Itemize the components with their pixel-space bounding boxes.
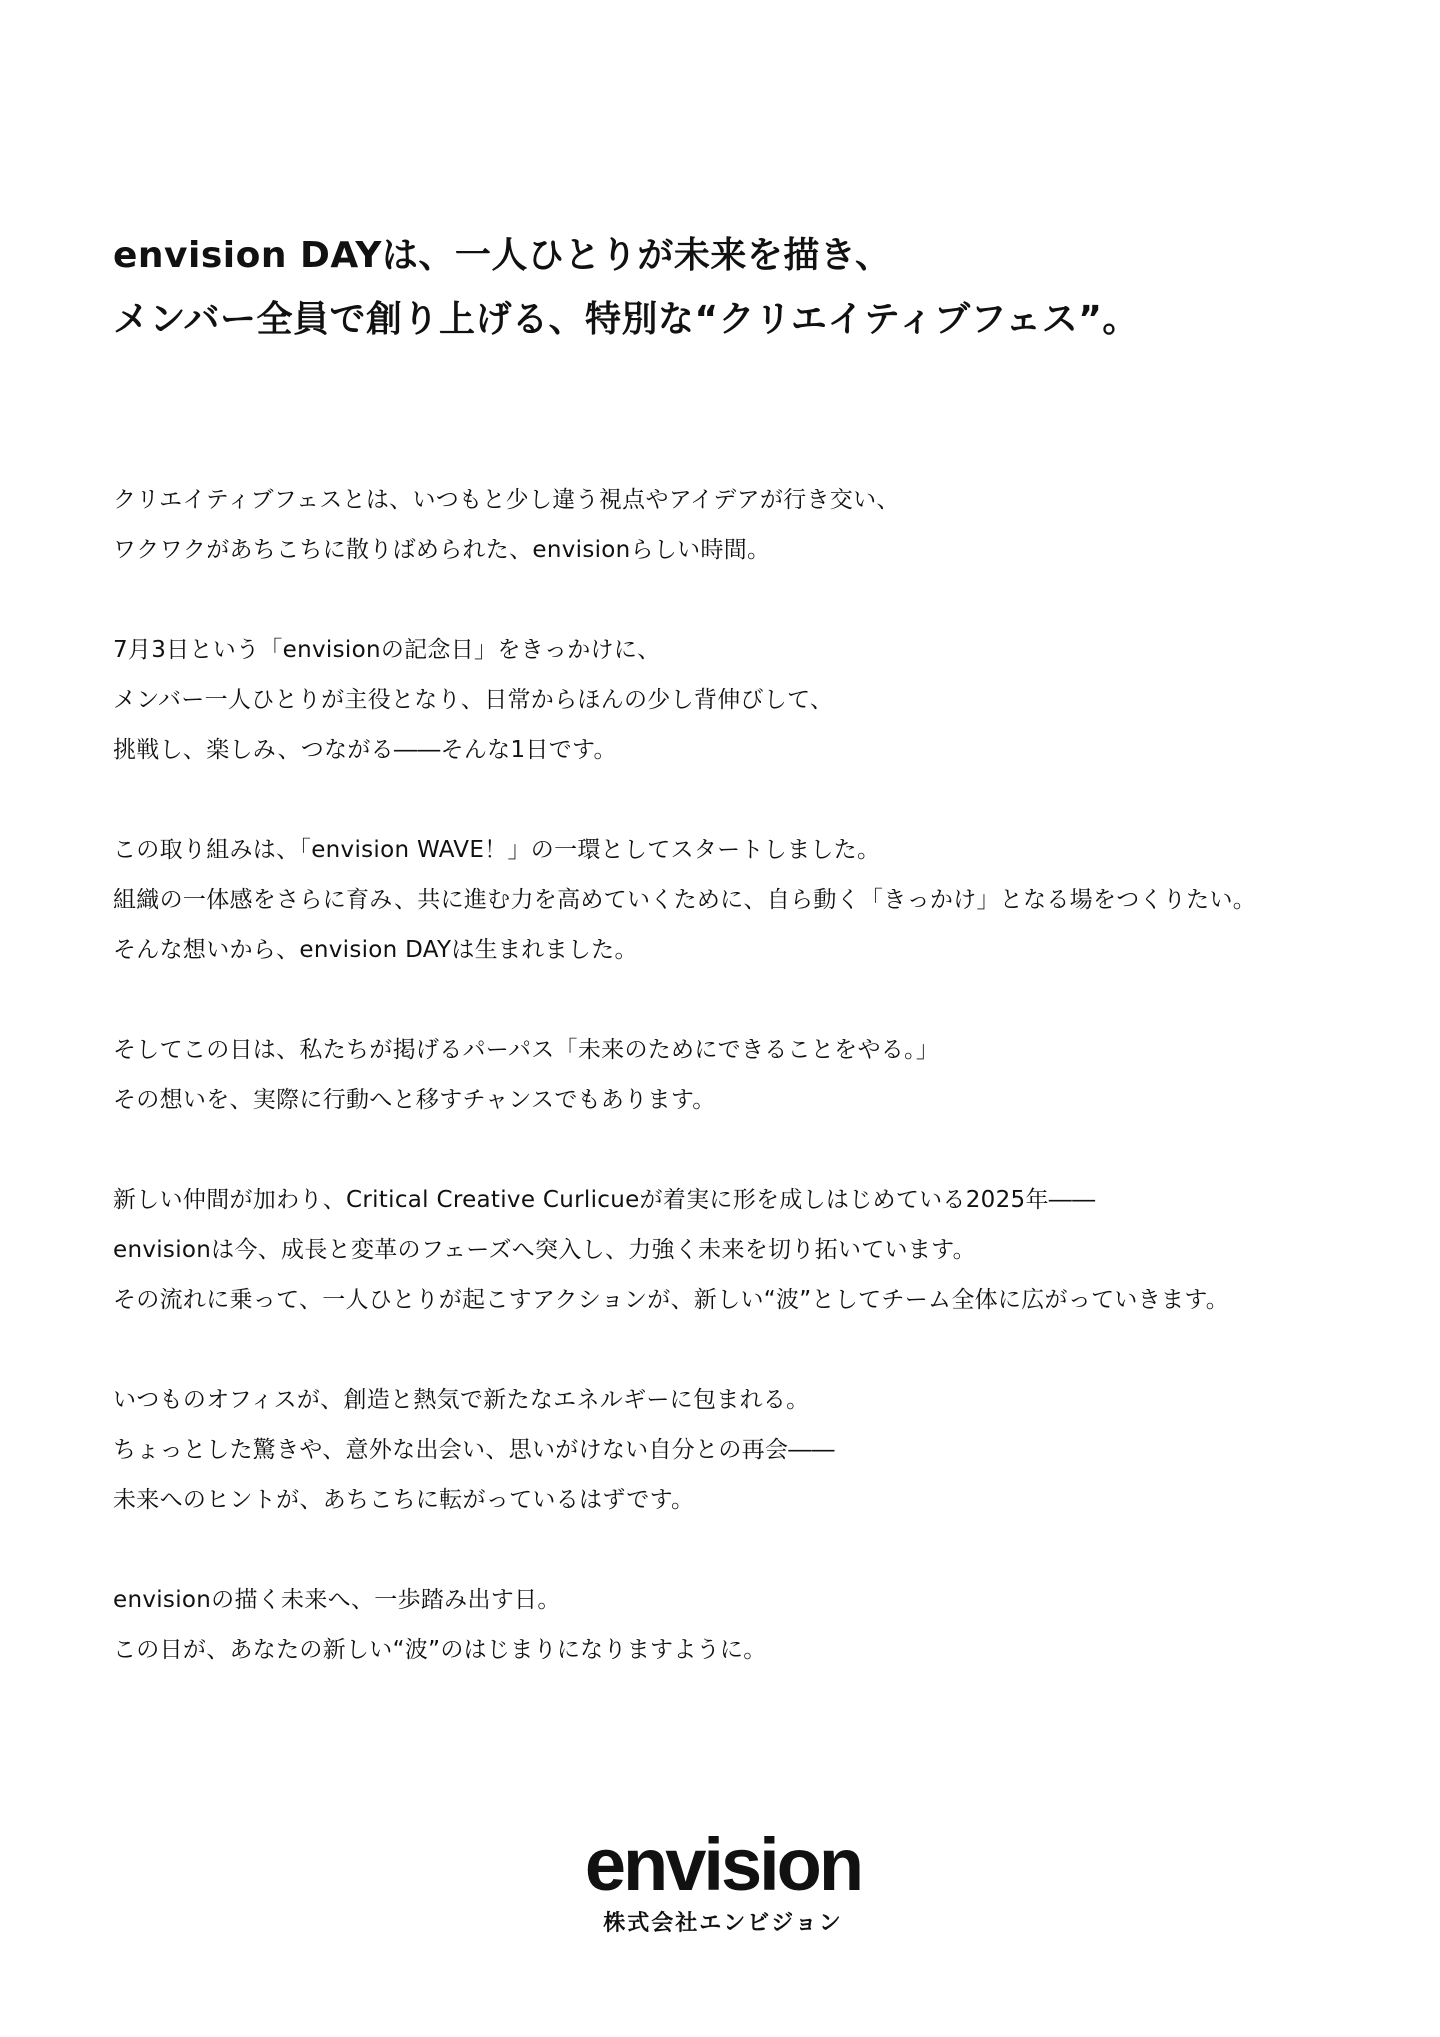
- paragraph-line: その想いを、実際に行動へと移すチャンスでもあります。: [113, 1087, 716, 1113]
- paragraph-line: ワクワクがあちこちに散りばめられた、envisionらしい時間。: [113, 537, 771, 563]
- paragraph-line: この日が、あなたの新しい“波”のはじまりになりますように。: [113, 1637, 767, 1663]
- company-logo: [553, 1832, 893, 1938]
- body-paragraph: [113, 1375, 1373, 1525]
- body-paragraph: [113, 625, 1373, 775]
- logo-wordmark: envision: [584, 1832, 862, 1902]
- paragraph-line: ちょっとした驚きや、意外な出会い、思いがけない自分との再会――: [113, 1437, 835, 1463]
- paragraph-line: envisionは今、成長と変革のフェーズへ突入し、力強く未来を切り拓いています。: [113, 1237, 976, 1263]
- body-paragraph: [113, 825, 1373, 975]
- paragraph-line: クリエイティブフェスとは、いつもと少し違う視点やアイデアが行き交い、: [113, 487, 900, 513]
- headline-line-2: メンバー全員で創り上げる、特別な“クリエイティブフェス”。: [113, 299, 1139, 340]
- headline: [113, 224, 1333, 352]
- paragraph-line: メンバー一人ひとりが主役となり、日常からほんの少し背伸びして、: [113, 687, 834, 713]
- paragraph-line: 新しい仲間が加わり、Critical Creative Curlicueが着実に形を成しはじめている2025年――: [113, 1187, 1096, 1213]
- paragraph-line: この取り組みは、「envision WAVE！」の一環としてスタートしました。: [113, 837, 881, 863]
- paragraph-line: いつものオフィスが、創造と熱気で新たなエネルギーに包まれる。: [113, 1387, 810, 1413]
- paragraph-line: 組織の一体感をさらに育み、共に進む力を高めていくために、自ら動く「きっかけ」となる場をつくりたい。: [113, 887, 1257, 913]
- body-paragraph: [113, 1025, 1373, 1125]
- paragraph-line: その流れに乗って、一人ひとりが起こすアクションが、新しい“波”としてチーム全体に広がっていきます。: [113, 1287, 1230, 1313]
- body-paragraph: [113, 475, 1373, 575]
- body-paragraph: [113, 1575, 1373, 1675]
- body-paragraph: [113, 1175, 1373, 1325]
- paragraph-line: 挑戦し、楽しみ、つながる――そんな1日です。: [113, 737, 617, 763]
- body-text: [113, 475, 1373, 1725]
- paragraph-line: そしてこの日は、私たちが掲げるパーパス「未来のためにできることをやる。」: [113, 1037, 940, 1063]
- headline-line-1: envision DAYは、一人ひとりが未来を描き、: [113, 235, 892, 276]
- paragraph-line: 未来へのヒントが、あちこちに転がっているはずです。: [113, 1487, 695, 1513]
- paragraph-line: そんな想いから、envision DAYは生まれました。: [113, 937, 638, 963]
- paragraph-line: envisionの描く未来へ、一歩踏み出す日。: [113, 1587, 561, 1613]
- envision-wordmark-logo: [553, 1832, 893, 1902]
- paragraph-line: 7月3日という「envisionの記念日」をきっかけに、: [113, 637, 661, 663]
- company-name: 株式会社エンビジョン: [603, 1911, 843, 1936]
